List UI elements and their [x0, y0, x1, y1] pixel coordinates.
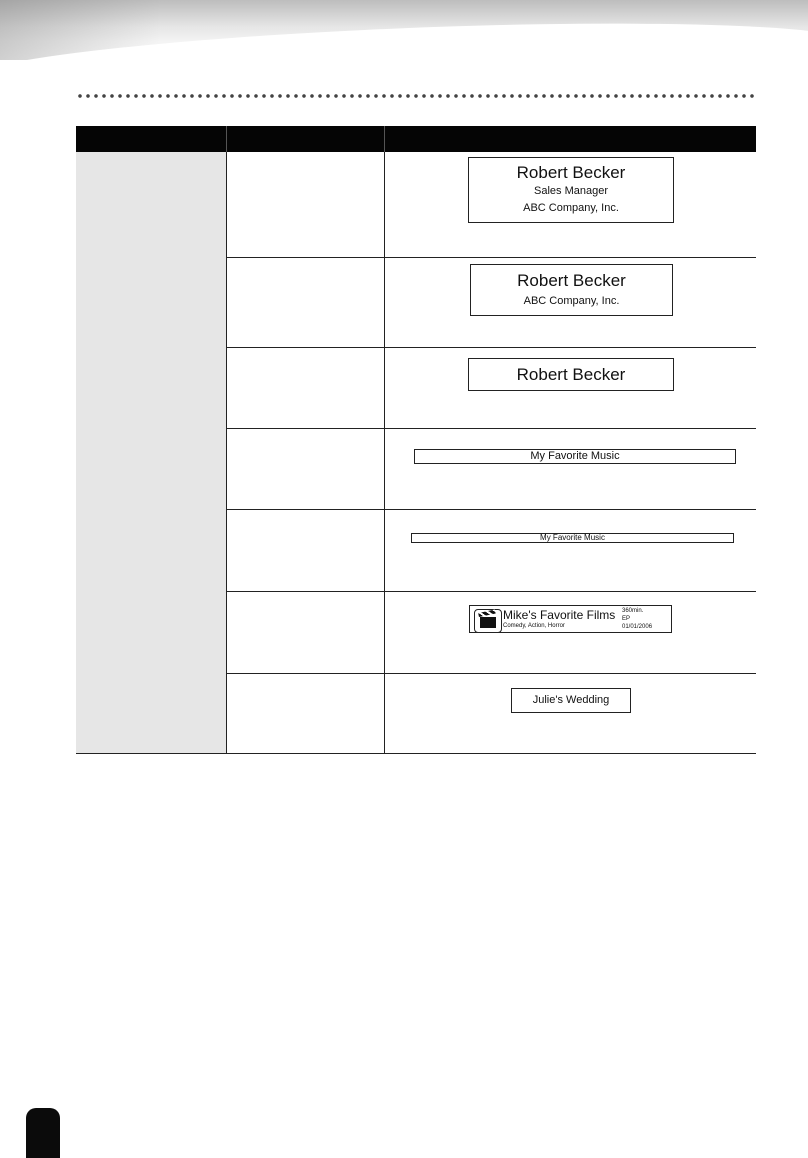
- header-divider: [384, 126, 385, 152]
- table-row: [227, 348, 756, 429]
- label-preview-extra-narrow: My Favorite Music: [411, 533, 734, 543]
- table-row: [227, 592, 756, 674]
- table-row: [227, 510, 756, 592]
- label-preview-narrow: My Favorite Music: [414, 449, 736, 464]
- label-preview-small: Julie's Wedding: [511, 688, 631, 713]
- label-date: 01/01/2006: [622, 624, 653, 630]
- dotted-rule: [76, 92, 756, 100]
- label-company: ABC Company, Inc.: [523, 295, 620, 307]
- table-bottom-border: [76, 753, 756, 754]
- label-company: ABC Company, Inc.: [523, 202, 619, 214]
- label-preview-2-line: [470, 264, 673, 316]
- label-name: Robert Becker: [516, 163, 626, 182]
- label-mode: EP: [622, 616, 631, 622]
- table-row: [227, 152, 756, 258]
- top-banner: [0, 0, 808, 60]
- label-preview-3-line: [468, 157, 674, 223]
- label-title: Mike's Favorite Films: [503, 608, 616, 622]
- label-genres: Comedy, Action, Horror: [503, 623, 565, 629]
- label-title: Sales Manager: [534, 185, 608, 197]
- label-preview-video: [469, 605, 672, 633]
- table-header: [76, 126, 756, 152]
- label-duration: 360min.: [622, 608, 644, 614]
- label-preview-1-line: [468, 358, 674, 391]
- category-column: [76, 152, 227, 753]
- label-name: Robert Becker: [516, 365, 626, 384]
- table-row: [227, 258, 756, 348]
- label-layout-table: [76, 126, 756, 754]
- page-number-tab: [26, 1108, 60, 1158]
- header-divider: [226, 126, 227, 152]
- table-row: [227, 429, 756, 510]
- label-name: Robert Becker: [517, 271, 626, 290]
- table-row: [227, 674, 756, 754]
- clapperboard-icon: [474, 609, 502, 633]
